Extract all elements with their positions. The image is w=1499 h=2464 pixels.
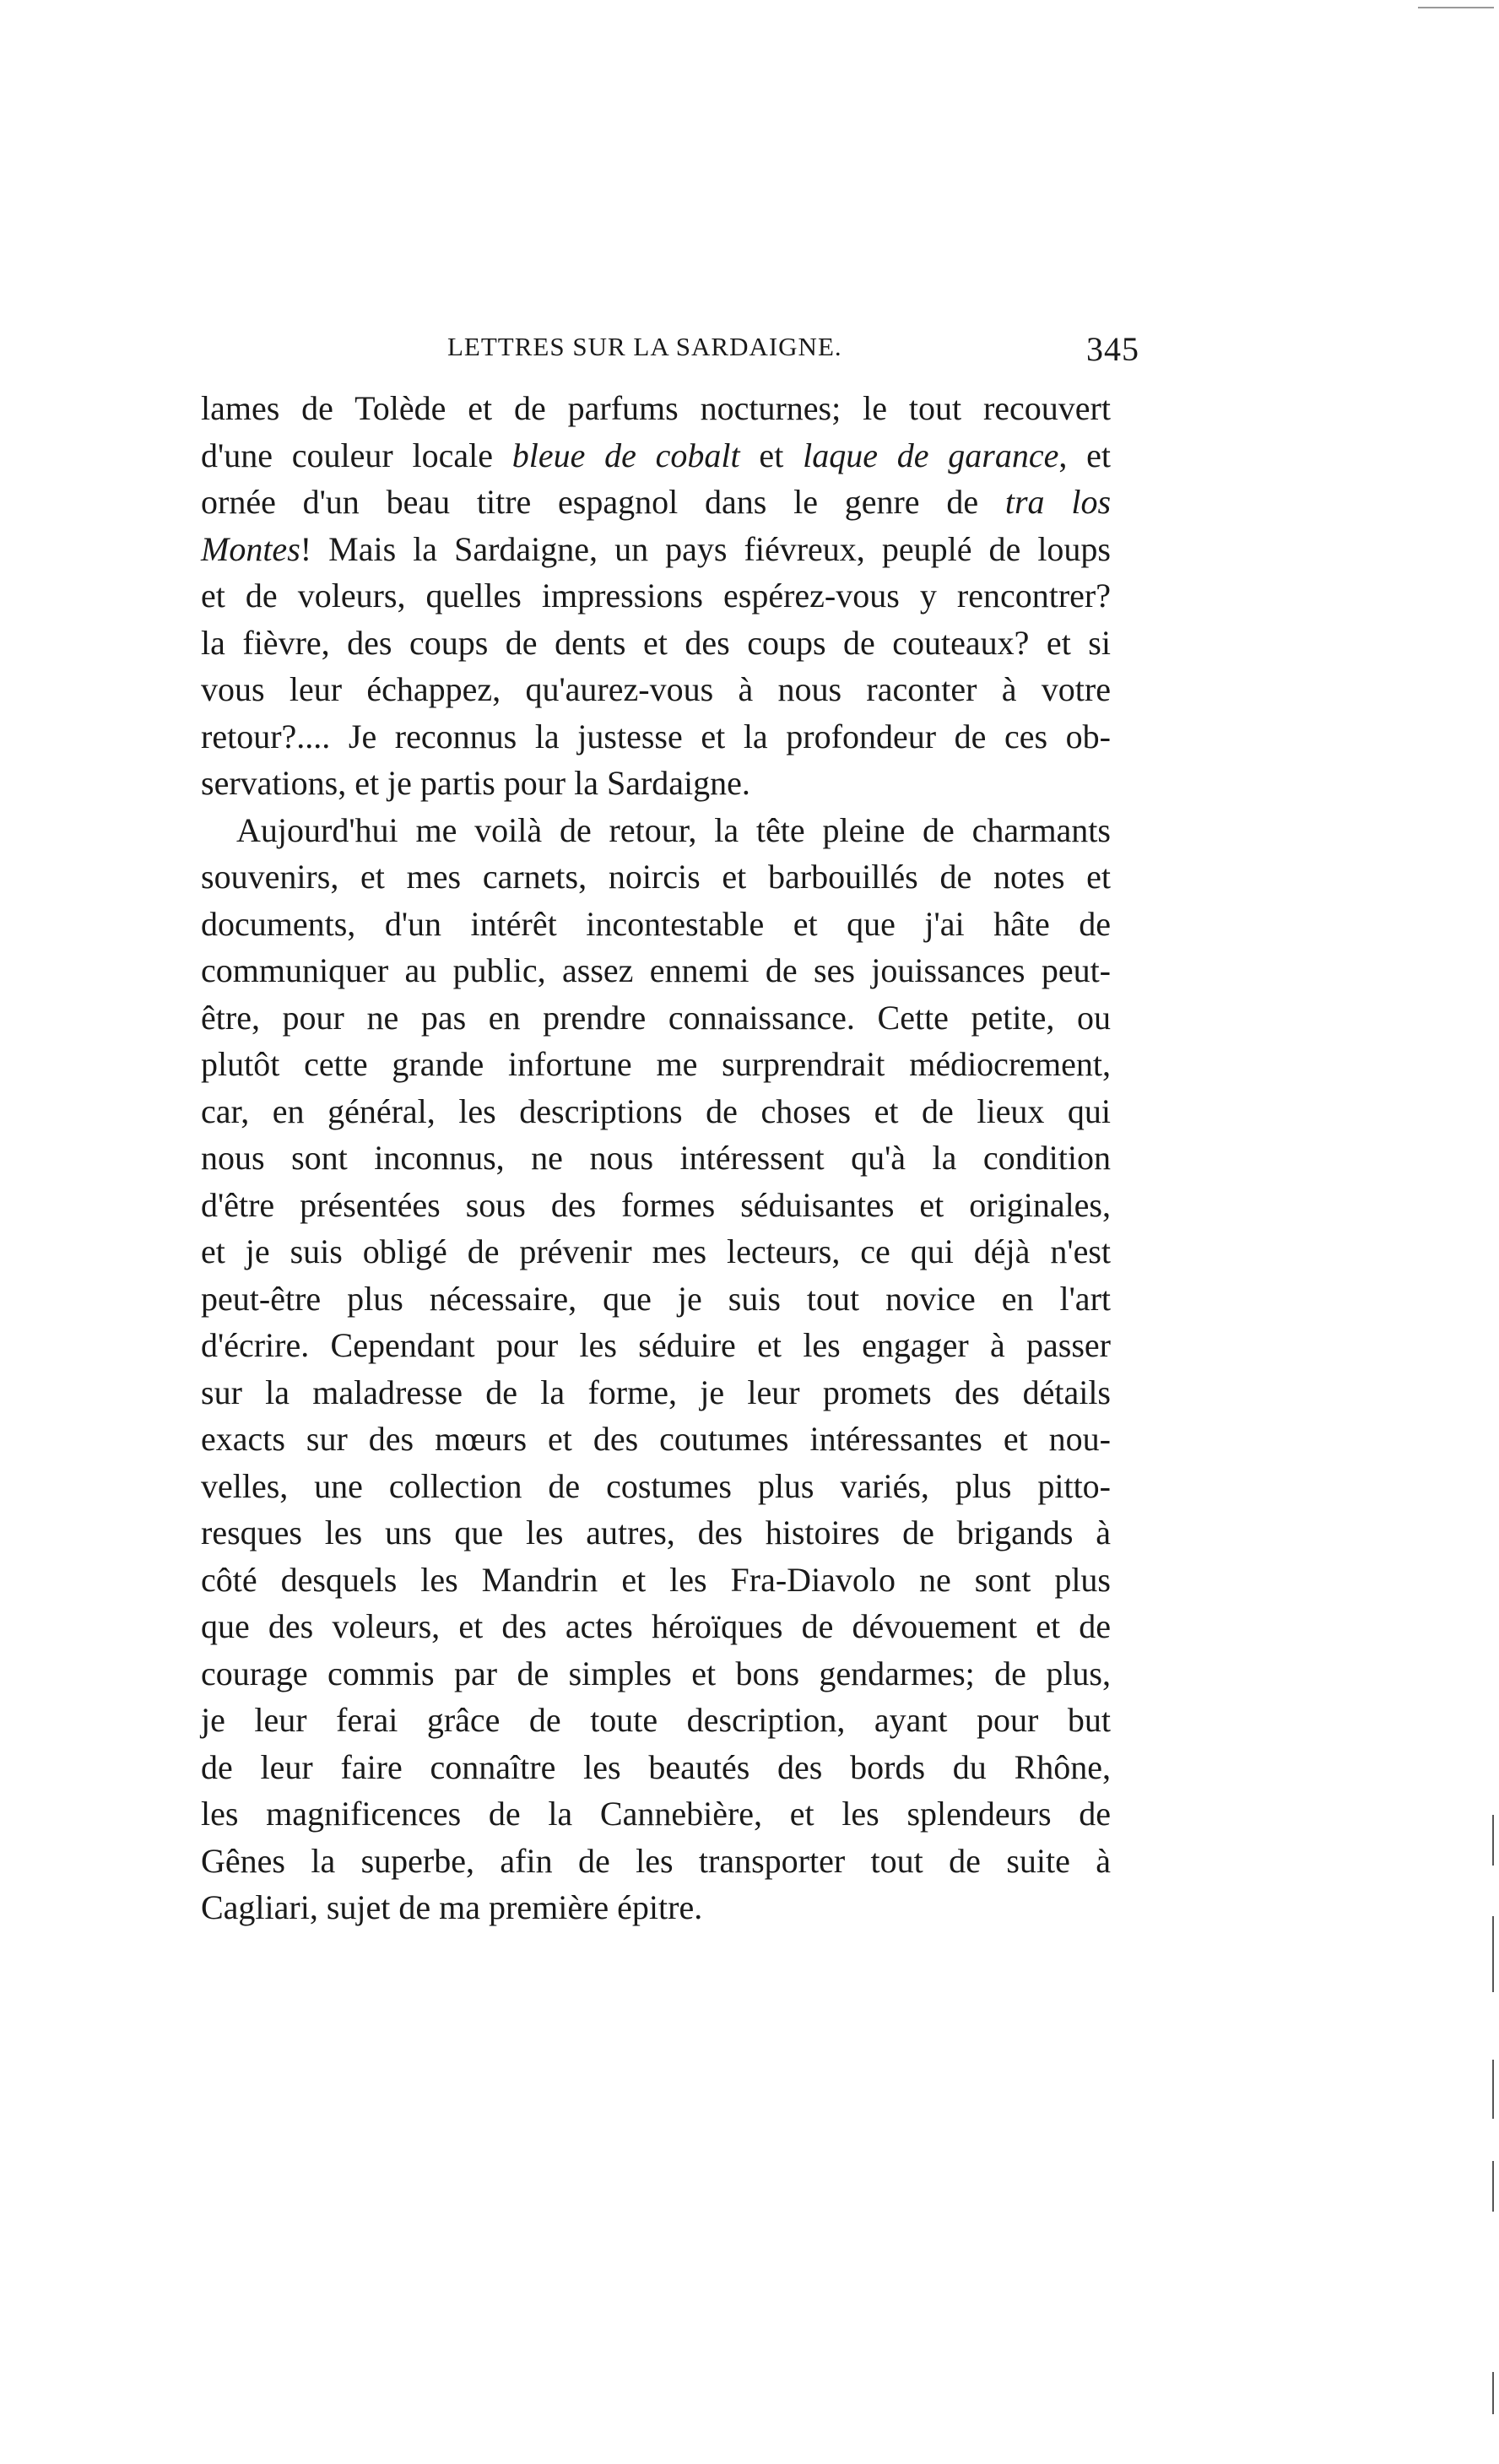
text-line: servations, et je partis pour la Sardaigne.: [201, 764, 750, 802]
text-line: exacts sur des mœurs et des coutumes intéressantes et nou-: [201, 1420, 1111, 1458]
text-line: vous leur échappez, qu'aurez-vous à nous raconter à votre: [201, 670, 1111, 708]
page-number: 345: [1086, 330, 1139, 368]
text-line: d'écrire. Cependant pour les séduire et les engager à passer: [201, 1326, 1111, 1364]
running-title: LETTRES SUR LA SARDAIGNE.: [447, 332, 842, 361]
text-line: souvenirs, et mes carnets, noircis et barbouillés de notes et: [201, 858, 1111, 896]
text-line: nous sont inconnus, ne nous intéressent qu'à la condition: [201, 1139, 1111, 1177]
running-head: [447, 332, 1139, 374]
scan-artifact: [1492, 1815, 1494, 1866]
text-line: peut-être plus nécessaire, que je suis tout novice en l'art: [201, 1279, 1111, 1318]
text-line: que des voleurs, et des actes héroïques de dévouement et de: [201, 1607, 1111, 1645]
body-text: [201, 385, 1111, 1931]
text-line: Cagliari, sujet de ma première épitre.: [201, 1888, 703, 1926]
text-line: courage commis par de simples et bons gendarmes; de plus,: [201, 1654, 1111, 1692]
text-line: Montes! Mais la Sardaigne, un pays fiévreux, peuplé de loups: [201, 529, 1111, 568]
text-line: car, en général, les descriptions de choses et de lieux qui: [201, 1091, 1111, 1130]
text-line: Aujourd'hui me voilà de retour, la tête pleine de charmants: [236, 810, 1111, 849]
text-line: et de voleurs, quelles impressions espérez-vous y rencontrer?: [201, 577, 1111, 615]
text-line: velles, une collection de costumes plus variés, plus pitto-: [201, 1466, 1111, 1505]
scan-artifact: [1492, 1916, 1494, 1992]
text-line: retour?.... Je reconnus la justesse et la profondeur de ces ob-: [201, 717, 1111, 755]
text-line: sur la maladresse de la forme, je leur promets des détails: [201, 1373, 1111, 1411]
text-line: les magnificences de la Cannebière, et les splendeurs de: [201, 1795, 1111, 1833]
text-line: lames de Tolède et de parfums nocturnes; le tout recouvert: [201, 389, 1111, 427]
text-line: resques les uns que les autres, des histoires de brigands à: [201, 1514, 1111, 1552]
scan-artifact: [1418, 7, 1494, 8]
text-line: d'une couleur locale bleue de cobalt et laque de garance, et: [201, 436, 1112, 474]
text-line: ornée d'un beau titre espagnol dans le genre de tra los: [201, 483, 1112, 521]
text-line: je leur ferai grâce de toute description, ayant pour but: [201, 1701, 1111, 1739]
scan-artifact: [1492, 2161, 1494, 2212]
text-line: Gênes la superbe, afin de les transporter tout de suite à: [201, 1841, 1111, 1880]
text-line: plutôt cette grande infortune me surprendrait médiocrement,: [201, 1045, 1111, 1083]
text-line: communiquer au public, assez ennemi de ses jouissances peut-: [201, 951, 1111, 989]
text-line: côté desquels les Mandrin et les Fra-Diavolo ne sont plus: [201, 1560, 1111, 1599]
scan-artifact: [1492, 2060, 1494, 2119]
scan-artifact: [1492, 2372, 1494, 2414]
text-line: et je suis obligé de prévenir mes lecteurs, ce qui déjà n'est: [201, 1232, 1111, 1270]
text-line: d'être présentées sous des formes séduisantes et originales,: [201, 1185, 1111, 1224]
text-line: de leur faire connaître les beautés des bords du Rhône,: [201, 1747, 1111, 1786]
text-line: être, pour ne pas en prendre connaissance. Cette petite, ou: [201, 998, 1111, 1037]
text-line: documents, d'un intérêt incontestable et que j'ai hâte de: [201, 904, 1111, 943]
text-line: la fièvre, des coups de dents et des coups de couteaux? et si: [201, 623, 1111, 662]
